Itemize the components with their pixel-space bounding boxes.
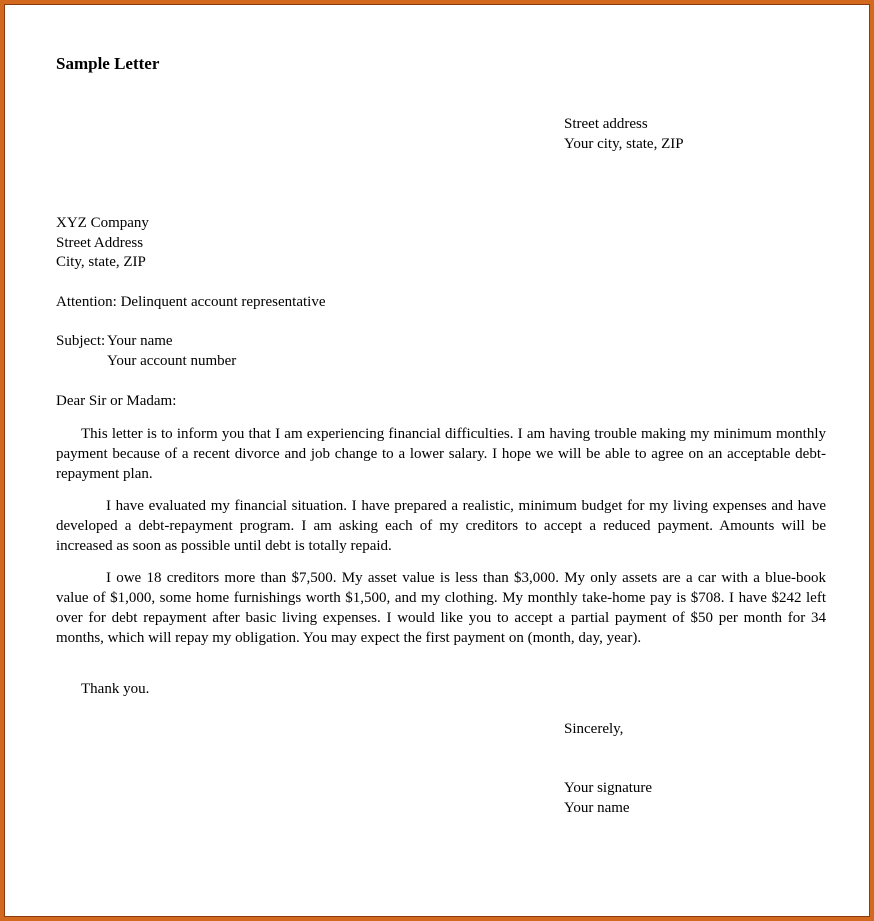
recipient-address xyxy=(56,214,149,273)
body-paragraph-3: I owe 18 creditors more than $7,500. My asset value is less than $3,000. My only assets are a car with a blue-book value of $1,000, some home furnishings worth $1,500, and my clothing. My monthly take-home pay is $708. I have $242 left over for debt repayment after basic living expenses. I would like you to accept a partial payment of $50 per month for 34 months, which will repay my obligation. You may expect the first payment on (month, day, year). xyxy=(56,570,826,646)
subject-label: Subject: xyxy=(56,333,106,349)
subject-name: Your name xyxy=(107,333,173,349)
sender-address-line1: Street address xyxy=(564,116,648,132)
attention-line: Attention: Delinquent account representative xyxy=(56,294,326,310)
sender-address-line2: Your city, state, ZIP xyxy=(564,135,684,152)
signature-name: Your name xyxy=(564,799,630,816)
subject-lines xyxy=(107,332,236,371)
subject-account-number: Your account number xyxy=(107,352,237,369)
body-paragraph-1: This letter is to inform you that I am experiencing financial difficulties. I am having trouble making my minimum monthly payment because of a recent divorce and job change to a lower salary. I hope we will be able to agree on an acceptable debt-repayment plan. xyxy=(56,426,826,482)
salutation: Dear Sir or Madam: xyxy=(56,393,177,409)
recipient-company: XYZ Company xyxy=(56,215,149,231)
thank-you-line: Thank you. xyxy=(81,681,150,697)
sender-address xyxy=(564,115,684,154)
closing: Sincerely, xyxy=(564,721,624,737)
letter-page xyxy=(6,6,868,915)
letter-title: Sample Letter xyxy=(56,54,160,73)
signature-line: Your signature xyxy=(564,780,653,796)
signature-block xyxy=(564,779,652,818)
recipient-street: Street Address xyxy=(56,234,144,251)
body-paragraph-2: I have evaluated my financial situation. I have prepared a realistic, minimum budget for my living expenses and have developed a debt-repayment program. I am asking each of my creditors to accept a reduced payment. Amounts will be increased as soon as possible until debt is totally repaid. xyxy=(56,498,826,554)
recipient-city: City, state, ZIP xyxy=(56,254,146,270)
